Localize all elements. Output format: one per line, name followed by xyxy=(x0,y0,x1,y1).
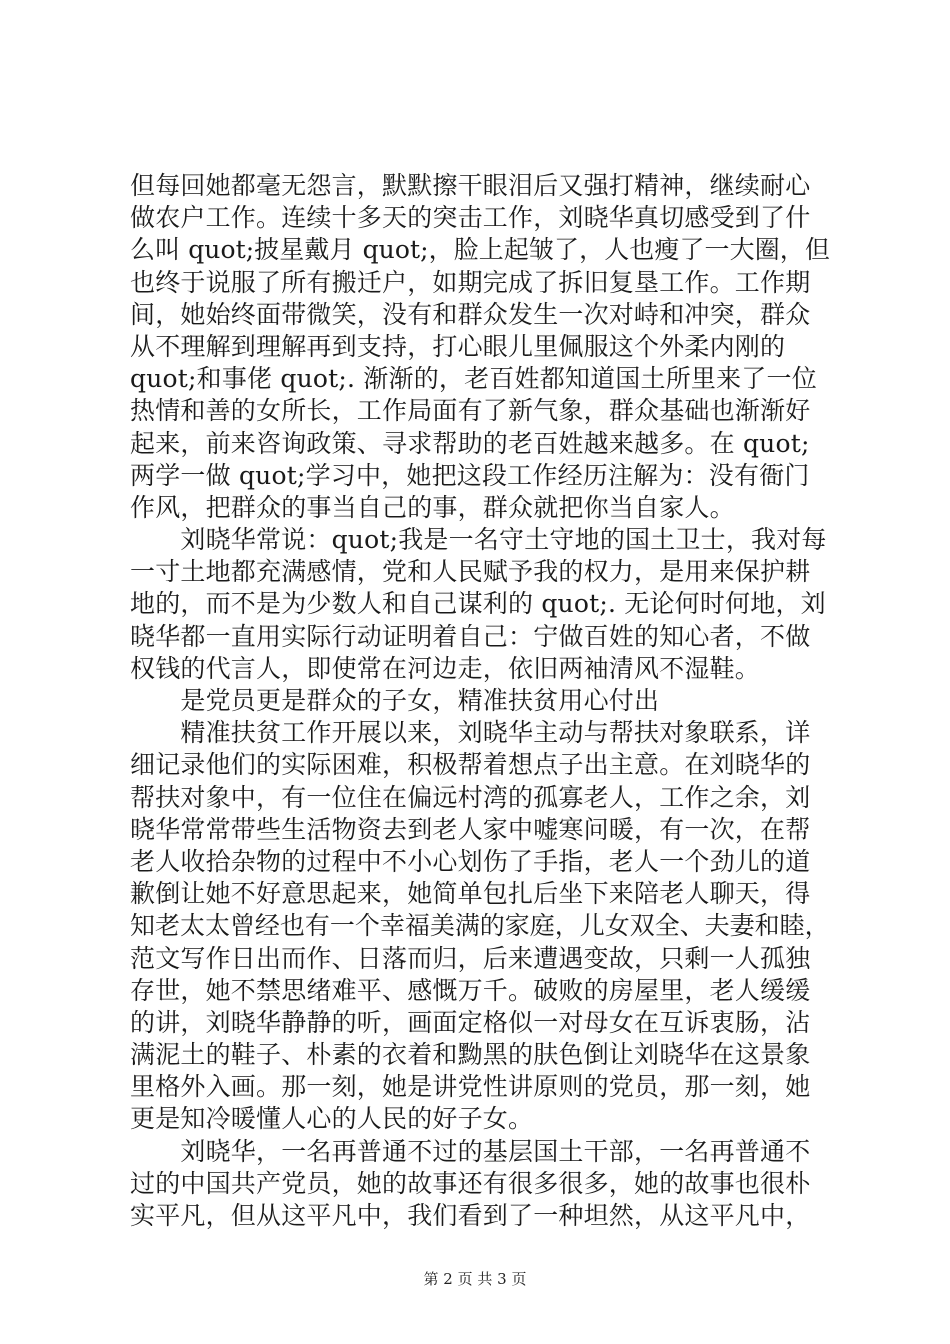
text-line: 一寸土地都充满感情，党和人民赋予我的权力，是用来保护耕 xyxy=(130,557,811,587)
text-line: 地的，而不是为少数人和自己谋利的 quot;. 无论何时何地，刘 xyxy=(130,589,826,619)
text-line: 是党员更是群众的子女，精准扶贫用心付出 xyxy=(130,686,660,715)
text-line: 实平凡，但从这平凡中，我们看到了一种坦然，从这平凡中， xyxy=(130,1201,811,1230)
text-line: 精准扶贫工作开展以来，刘晓华主动与帮扶对象联系，详 xyxy=(130,718,811,748)
text-line: 间，她始终面带微笑，没有和群众发生一次对峙和冲突，群众 xyxy=(130,299,811,329)
page-footer: 第 2 页 共 3 页 xyxy=(423,1270,527,1288)
text-line: 热情和善的女所长，工作局面有了新气象，群众基础也渐渐好 xyxy=(130,396,811,426)
text-line: 满泥土的鞋子、朴素的衣着和黝黑的肤色倒让刘晓华在这景象 xyxy=(130,1040,811,1070)
text-line: 两学一做 quot;学习中，她把这段工作经历注解为：没有衙门 xyxy=(130,460,810,490)
text-line: 老人收拾杂物的过程中不小心划伤了手指，老人一个劲儿的道 xyxy=(130,846,811,876)
text-line: 知老太太曾经也有一个幸福美满的家庭，儿女双全、夫妻和睦， xyxy=(130,911,830,941)
text-line: 刘晓华常说：quot;我是一名守土守地的国土卫士，我对每 xyxy=(130,525,827,555)
text-line: 帮扶对象中，有一位住在偏远村湾的孤寡老人，工作之余，刘 xyxy=(130,782,811,812)
text-line: 做农户工作。连续十多天的突击工作，刘晓华真切感受到了什 xyxy=(130,203,811,233)
text-line: 的讲，刘晓华静静的听，画面定格似一对母女在互诉衷肠，沾 xyxy=(130,1007,811,1037)
text-line: 晓华都一直用实际行动证明着自己：宁做百姓的知心者，不做 xyxy=(130,621,811,651)
text-line: 作风，把群众的事当自己的事，群众就把你当自家人。 xyxy=(130,492,735,522)
text-line: 过的中国共产党员，她的故事还有很多很多，她的故事也很朴 xyxy=(130,1168,811,1198)
text-line: 细记录他们的实际困难，积极帮着想点子出主意。在刘晓华的 xyxy=(130,750,811,780)
text-line: 刘晓华，一名再普通不过的基层国土干部，一名再普通不 xyxy=(130,1136,811,1166)
text-line: 更是知冷暖懂人心的人民的好子女。 xyxy=(130,1104,534,1134)
text-line: 权钱的代言人，即使常在河边走，依旧两袖清风不湿鞋。 xyxy=(130,653,761,683)
text-line: 起来，前来咨询政策、寻求帮助的老百姓越来越多。在 quot; xyxy=(130,428,810,458)
text-line: 存世，她不禁思绪难平、感慨万千。破败的房屋里，老人缓缓 xyxy=(130,975,811,1005)
text-line: 从不理解到理解再到支持，打心眼儿里佩服这个外柔内刚的 xyxy=(130,331,786,361)
text-line: quot;和事佬 quot;. 渐渐的，老百姓都知道国土所里来了一位 xyxy=(130,364,817,394)
text-line: 里格外入画。那一刻，她是讲党性讲原则的党员，那一刻，她 xyxy=(130,1072,811,1102)
text-line: 晓华常常带些生活物资去到老人家中嘘寒问暖，有一次，在帮 xyxy=(130,814,811,844)
text-line: 也终于说服了所有搬迁户，如期完成了拆旧复垦工作。工作期 xyxy=(130,267,811,297)
text-line: 么叫 quot;披星戴月 quot;，脸上起皱了，人也瘦了一大圈，但 xyxy=(130,235,830,265)
text-line: 范文写作日出而作、日落而归，后来遭遇变故，只剩一人孤独 xyxy=(130,943,811,973)
text-line: 歉倒让她不好意思起来，她简单包扎后坐下来陪老人聊天，得 xyxy=(130,879,811,909)
body-text xyxy=(130,170,830,1232)
text-line: 但每回她都毫无怨言，默默擦干眼泪后又强打精神，继续耐心 xyxy=(130,171,811,200)
